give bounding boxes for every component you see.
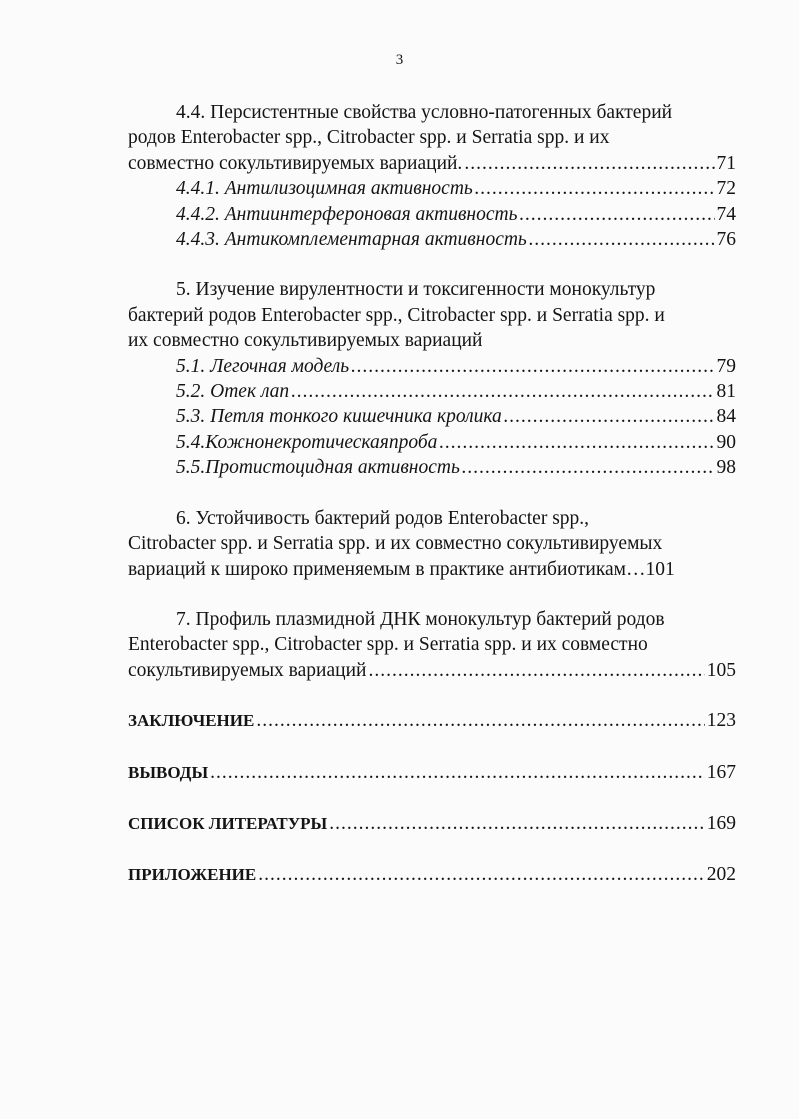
page-number: 3 xyxy=(395,52,404,68)
toc-subentry-title: 4.4.3. Антикомплементарная активность xyxy=(176,229,527,251)
toc-subentry xyxy=(128,455,736,480)
toc-entry-findings xyxy=(128,760,736,785)
toc-entry-text: бактерий родов Enterobacter spp., Citrobacter spp. и Serratia spp. и xyxy=(128,304,665,326)
toc-entry-line xyxy=(128,506,736,531)
toc-page-number: 98 xyxy=(716,457,736,479)
toc-subentry-title: 5.3. Петля тонкого кишечника кролика xyxy=(176,406,502,428)
toc-entry-title: ЗАКЛЮЧЕНИЕ xyxy=(128,711,255,731)
toc-subentry-title: 4.4.1. Антилизоцимная активность xyxy=(176,178,473,200)
toc-entry-line xyxy=(128,125,736,150)
toc-section-4-4 xyxy=(128,100,736,252)
toc-section-5 xyxy=(128,277,736,480)
toc-subentry-title: 4.4.2. Антиинтерфероновая активность xyxy=(176,203,518,225)
toc-section-7 xyxy=(128,607,736,683)
toc-page-number: 81 xyxy=(716,381,736,403)
toc-entry-title: ПРИЛОЖЕНИЕ xyxy=(128,865,257,885)
toc-entry-references xyxy=(128,811,736,836)
toc-entry-line xyxy=(128,632,736,657)
dot-leader xyxy=(475,176,715,201)
toc-subentry xyxy=(128,202,736,227)
toc-page-number: 84 xyxy=(716,406,736,428)
dot-leader xyxy=(462,455,715,480)
toc-page-number: 71 xyxy=(716,152,736,174)
dot-leader xyxy=(256,708,704,733)
toc-page-number: 167 xyxy=(706,761,736,783)
toc-page-number: 105 xyxy=(706,659,736,681)
toc-entry-text: родов Enterobacter spp., Citrobacter spp. и Serratia spp. и их xyxy=(128,127,610,149)
toc-entry-line xyxy=(128,328,736,353)
toc-entry-line xyxy=(128,531,736,556)
dot-leader xyxy=(504,404,715,429)
toc-page-number: 202 xyxy=(706,864,736,886)
toc-subentry-title: 5.2. Отек лап xyxy=(176,381,290,403)
dot-leader xyxy=(529,227,715,252)
toc-entry-conclusion xyxy=(128,708,736,733)
table-of-contents xyxy=(128,100,736,914)
toc-entry-line xyxy=(128,658,736,683)
dot-leader xyxy=(519,202,714,227)
toc-page-number: 72 xyxy=(716,178,736,200)
dot-leader xyxy=(351,354,714,379)
dot-leader xyxy=(464,151,714,176)
toc-subentry xyxy=(128,176,736,201)
toc-page-number: 90 xyxy=(716,431,736,453)
toc-subentry xyxy=(128,430,736,455)
toc-subentry-title: 5.4.Кожнонекротическаяпроба xyxy=(176,431,438,453)
toc-subentry xyxy=(128,227,736,252)
dot-leader xyxy=(210,760,705,785)
toc-page-number: 79 xyxy=(716,355,736,377)
dot-leader xyxy=(439,430,714,455)
toc-entry-text: 6. Устойчивость бактерий родов Enterobacter spp., xyxy=(176,507,590,529)
toc-entry-appendix xyxy=(128,862,736,887)
dot-leader xyxy=(368,658,704,683)
toc-entry-text: сокультивируемых вариаций xyxy=(128,659,367,681)
toc-entry-title: СПИСОК ЛИТЕРАТУРЫ xyxy=(128,813,328,833)
toc-entry-text: совместно сокультивируемых вариаций. xyxy=(128,152,463,174)
toc-entry-line xyxy=(128,303,736,328)
toc-subentry xyxy=(128,404,736,429)
toc-section-6 xyxy=(128,506,736,582)
toc-entry-line xyxy=(128,557,736,582)
toc-entry-text: Enterobacter spp., Citrobacter spp. и Serratia spp. и их совместно xyxy=(128,634,648,656)
toc-subentry-title: 5.5.Протистоцидная активность xyxy=(176,457,460,479)
toc-entry-line xyxy=(128,607,736,632)
toc-entry-text: их совместно сокультивируемых вариаций xyxy=(128,330,483,352)
toc-page-number: 123 xyxy=(706,710,736,732)
dot-leader xyxy=(291,379,714,404)
toc-entry-line xyxy=(128,100,736,125)
toc-page-number: 169 xyxy=(706,812,736,834)
toc-entry-line xyxy=(128,151,736,176)
toc-entry-text: 5. Изучение вирулентности и токсигенности монокультур xyxy=(176,279,656,301)
toc-page-number: 76 xyxy=(716,229,736,251)
toc-entry-text: вариаций к широко применяемым в практике антибиотикам… xyxy=(128,558,646,580)
toc-page-number: 101 xyxy=(645,558,675,580)
toc-subentry xyxy=(128,379,736,404)
toc-entry-line xyxy=(128,277,736,302)
toc-page-number: 74 xyxy=(716,203,736,225)
toc-subentry xyxy=(128,354,736,379)
toc-entry-text: 7. Профиль плазмидной ДНК монокультур бактерий родов xyxy=(176,608,665,630)
toc-entry-text: Citrobacter spp. и Serratia spp. и их совместно сокультивируемых xyxy=(128,533,663,555)
dot-leader xyxy=(258,862,705,887)
toc-entry-title: ВЫВОДЫ xyxy=(128,762,209,782)
toc-subentry-title: 5.1. Легочная модель xyxy=(176,355,350,377)
dot-leader xyxy=(329,811,704,836)
toc-entry-text: 4.4. Персистентные свойства условно-патогенных бактерий xyxy=(176,102,673,123)
